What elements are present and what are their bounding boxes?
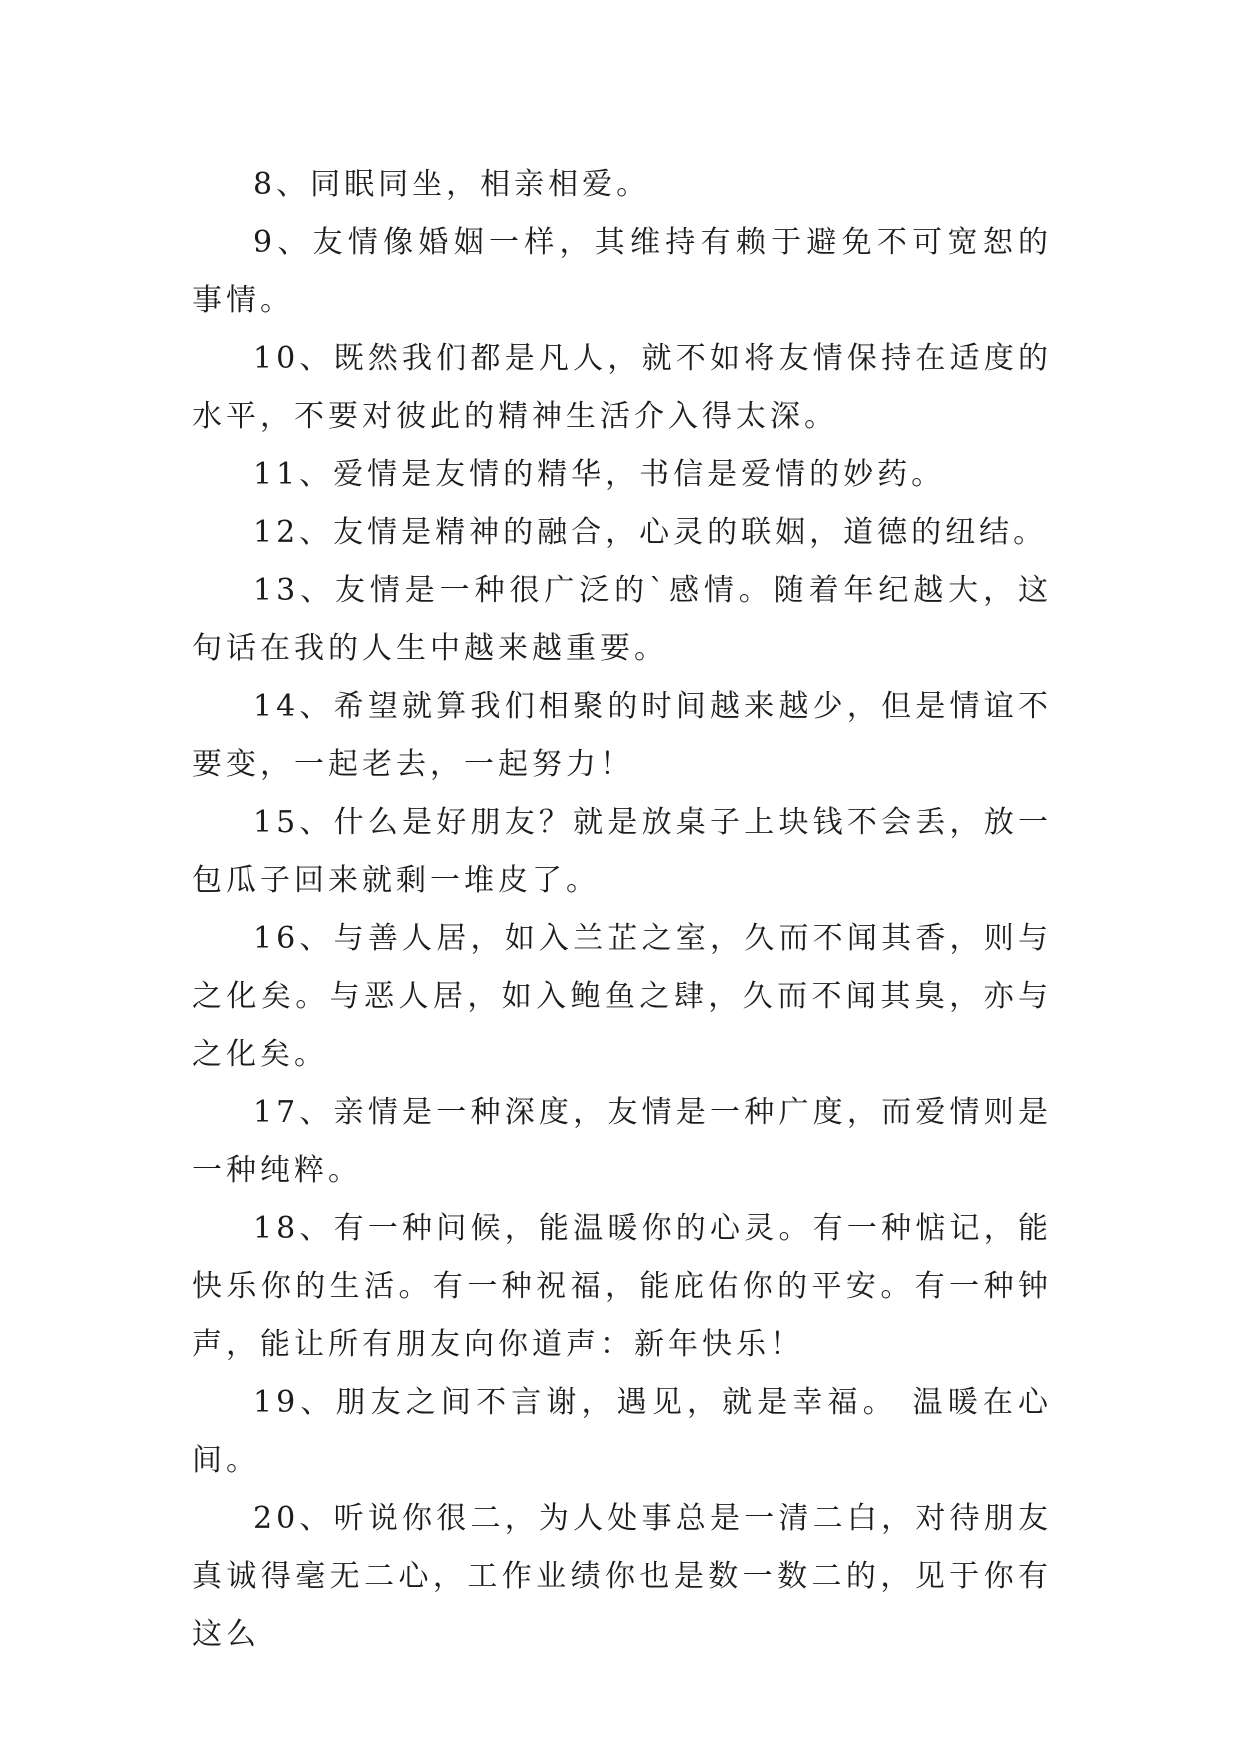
paragraph-12: 12、友情是精神的融合，心灵的联姻，道德的纽结。 — [253, 515, 1048, 550]
paragraph-13: 13、友情是一种很广泛的`感情。随着年纪越大，这句话在我的人生中越来越重要。 — [192, 573, 1052, 666]
paragraph-15: 15、什么是好朋友？就是放桌子上块钱不会丢，放一包瓜子回来就剩一堆皮了。 — [192, 805, 1052, 898]
paragraph-19: 19、朋友之间不言谢，遇见，就是幸福。 温暖在心间。 — [192, 1385, 1052, 1478]
paragraph-9: 9、友情像婚姻一样，其维持有赖于避免不可宽恕的事情。 — [192, 225, 1052, 318]
document-body — [192, 156, 1052, 1664]
paragraph-10: 10、既然我们都是凡人，就不如将友情保持在适度的水平，不要对彼此的精神生活介入得太深。 — [192, 341, 1052, 434]
paragraph-20: 20、听说你很二，为人处事总是一清二白，对待朋友真诚得毫无二心，工作业绩你也是数一数二的，见于你有这么 — [192, 1501, 1052, 1652]
paragraph-17: 17、亲情是一种深度，友情是一种广度，而爱情则是一种纯粹。 — [192, 1095, 1052, 1188]
paragraph-16: 16、与善人居，如入兰芷之室，久而不闻其香，则与之化矣。与恶人居，如入鲍鱼之肆，久而不闻其臭，亦与之化矣。 — [192, 921, 1052, 1072]
paragraph-14: 14、希望就算我们相聚的时间越来越少，但是情谊不要变，一起老去，一起努力！ — [192, 689, 1052, 782]
paragraph-8: 8、同眠同坐，相亲相爱。 — [253, 167, 651, 202]
paragraph-18: 18、有一种问候，能温暖你的心灵。有一种惦记，能快乐你的生活。有一种祝福，能庇佑你的平安。有一种钟声，能让所有朋友向你道声：新年快乐！ — [192, 1211, 1052, 1362]
paragraph-11: 11、爱情是友情的精华，书信是爱情的妙药。 — [253, 457, 946, 492]
